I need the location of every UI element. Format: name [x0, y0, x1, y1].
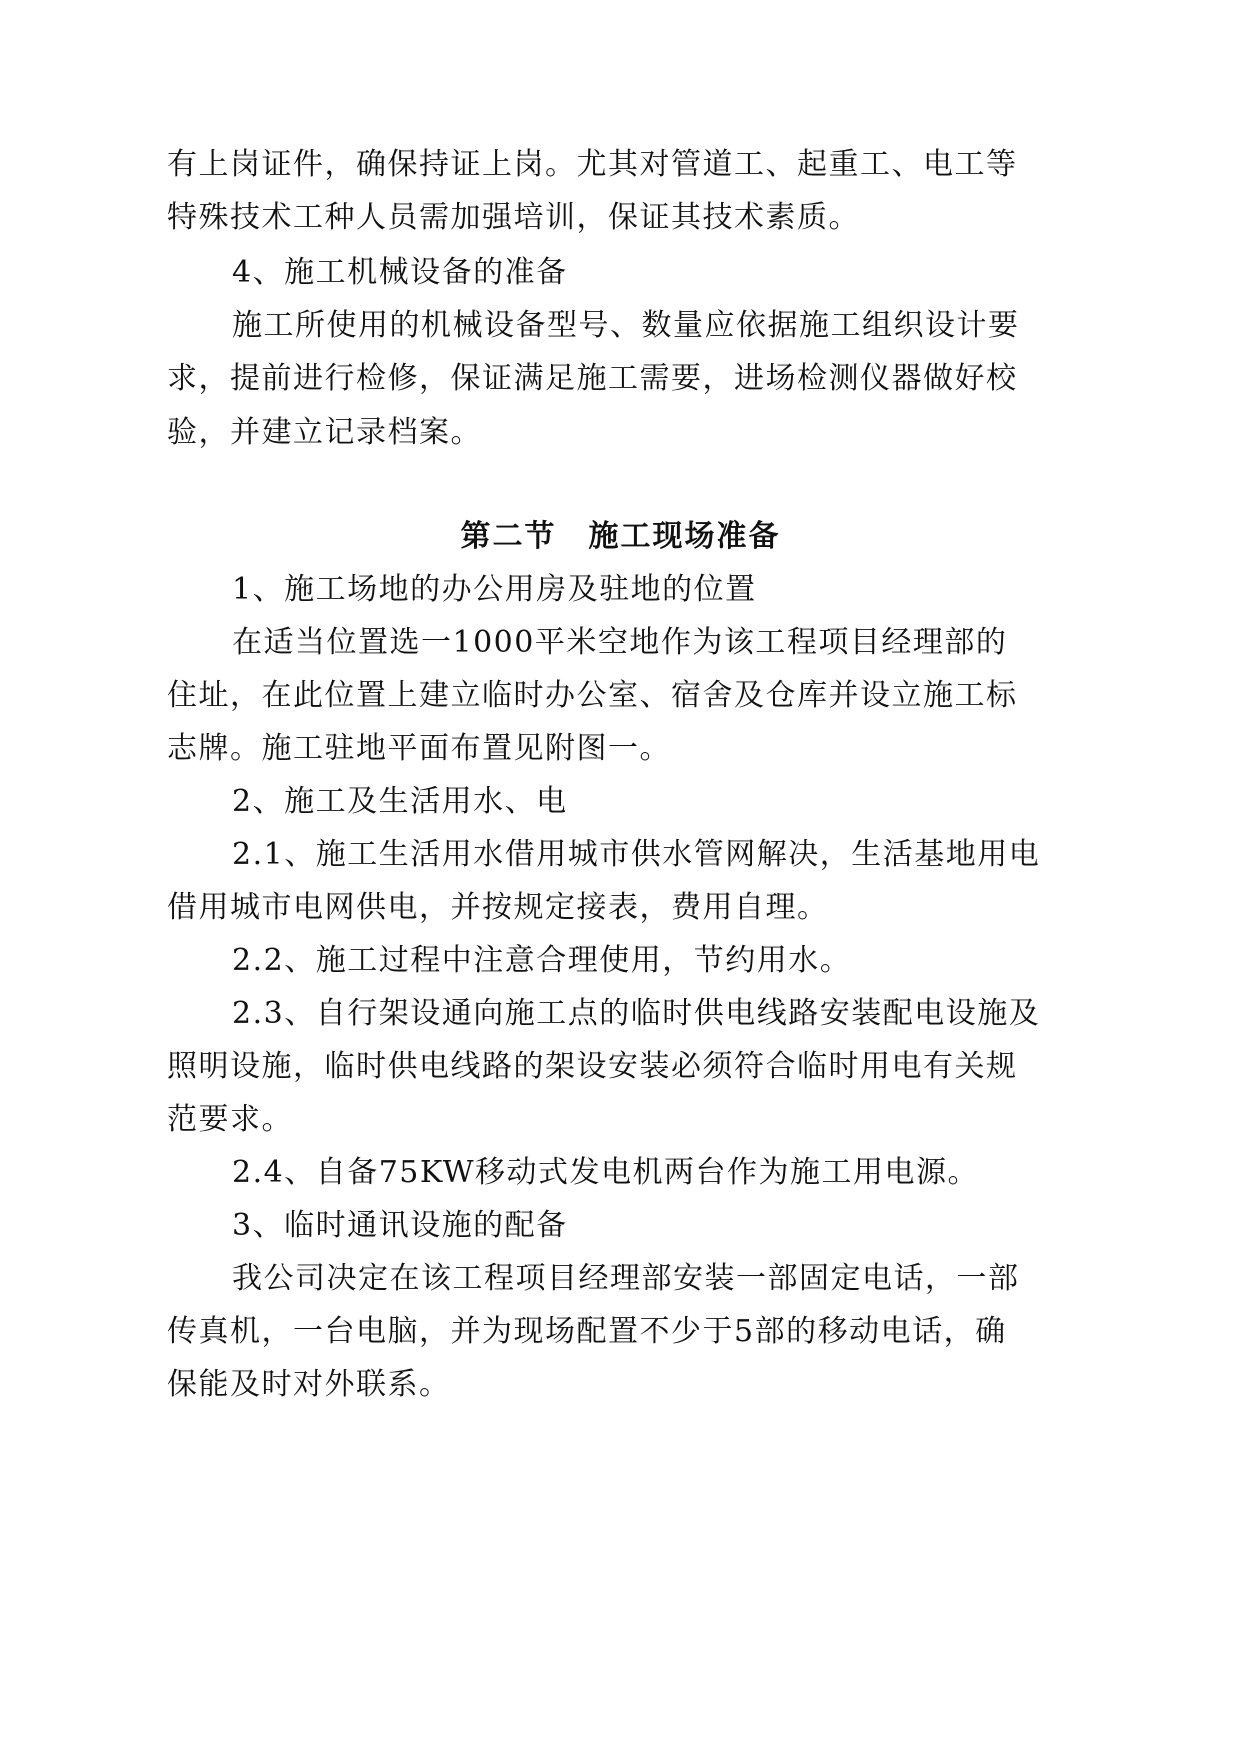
paragraph-line: 住址，在此位置上建立临时办公室、宿舍及仓库并设立施工标	[167, 678, 1018, 713]
paragraph-line: 志牌。施工驻地平面布置见附图一。	[167, 731, 671, 766]
paragraph-line: 验，并建立记录档案。	[167, 415, 482, 450]
paragraph-line: 求，提前进行检修，保证满足施工需要，进场检测仪器做好校	[167, 361, 1018, 396]
section-heading: 第二节 施工现场准备	[460, 519, 781, 554]
subsection-title: 2、施工及生活用水、电	[232, 784, 568, 819]
subsection-title: 4、施工机械设备的准备	[232, 255, 568, 290]
paragraph-line: 有上岗证件，确保持证上岗。尤其对管道工、起重工、电工等	[167, 147, 1018, 182]
paragraph-line: 施工所使用的机械设备型号、数量应依据施工组织设计要	[232, 308, 1020, 343]
subsection-title: 3、临时通讯设施的配备	[232, 1208, 568, 1243]
paragraph-line: 2.4、自备75KW移动式发电机两台作为施工用电源。	[232, 1155, 980, 1190]
paragraph-line: 在适当位置选一1000平米空地作为该工程项目经理部的	[232, 625, 1008, 660]
subsection-title: 1、施工场地的办公用房及驻地的位置	[232, 572, 757, 607]
paragraph-line: 借用城市电网供电，并按规定接表，费用自理。	[167, 890, 829, 925]
paragraph-line: 照明设施，临时供电线路的架设安装必须符合临时用电有关规	[167, 1049, 1018, 1084]
paragraph-line: 我公司决定在该工程项目经理部安装一部固定电话，一部	[232, 1261, 1020, 1296]
paragraph-line: 2.3、自行架设通向施工点的临时供电线路安装配电设施及	[232, 996, 1041, 1031]
paragraph-line: 传真机，一台电脑，并为现场配置不少于5部的移动电话，确	[167, 1314, 1007, 1349]
paragraph-line: 范要求。	[167, 1102, 293, 1137]
paragraph-line: 特殊技术工种人员需加强培训，保证其技术素质。	[167, 200, 860, 235]
paragraph-line: 2.1、施工生活用水借用城市供水管网解决，生活基地用电	[232, 837, 1041, 872]
paragraph-line: 2.2、施工过程中注意合理使用，节约用水。	[232, 943, 852, 978]
paragraph-line: 保能及时对外联系。	[167, 1367, 451, 1402]
